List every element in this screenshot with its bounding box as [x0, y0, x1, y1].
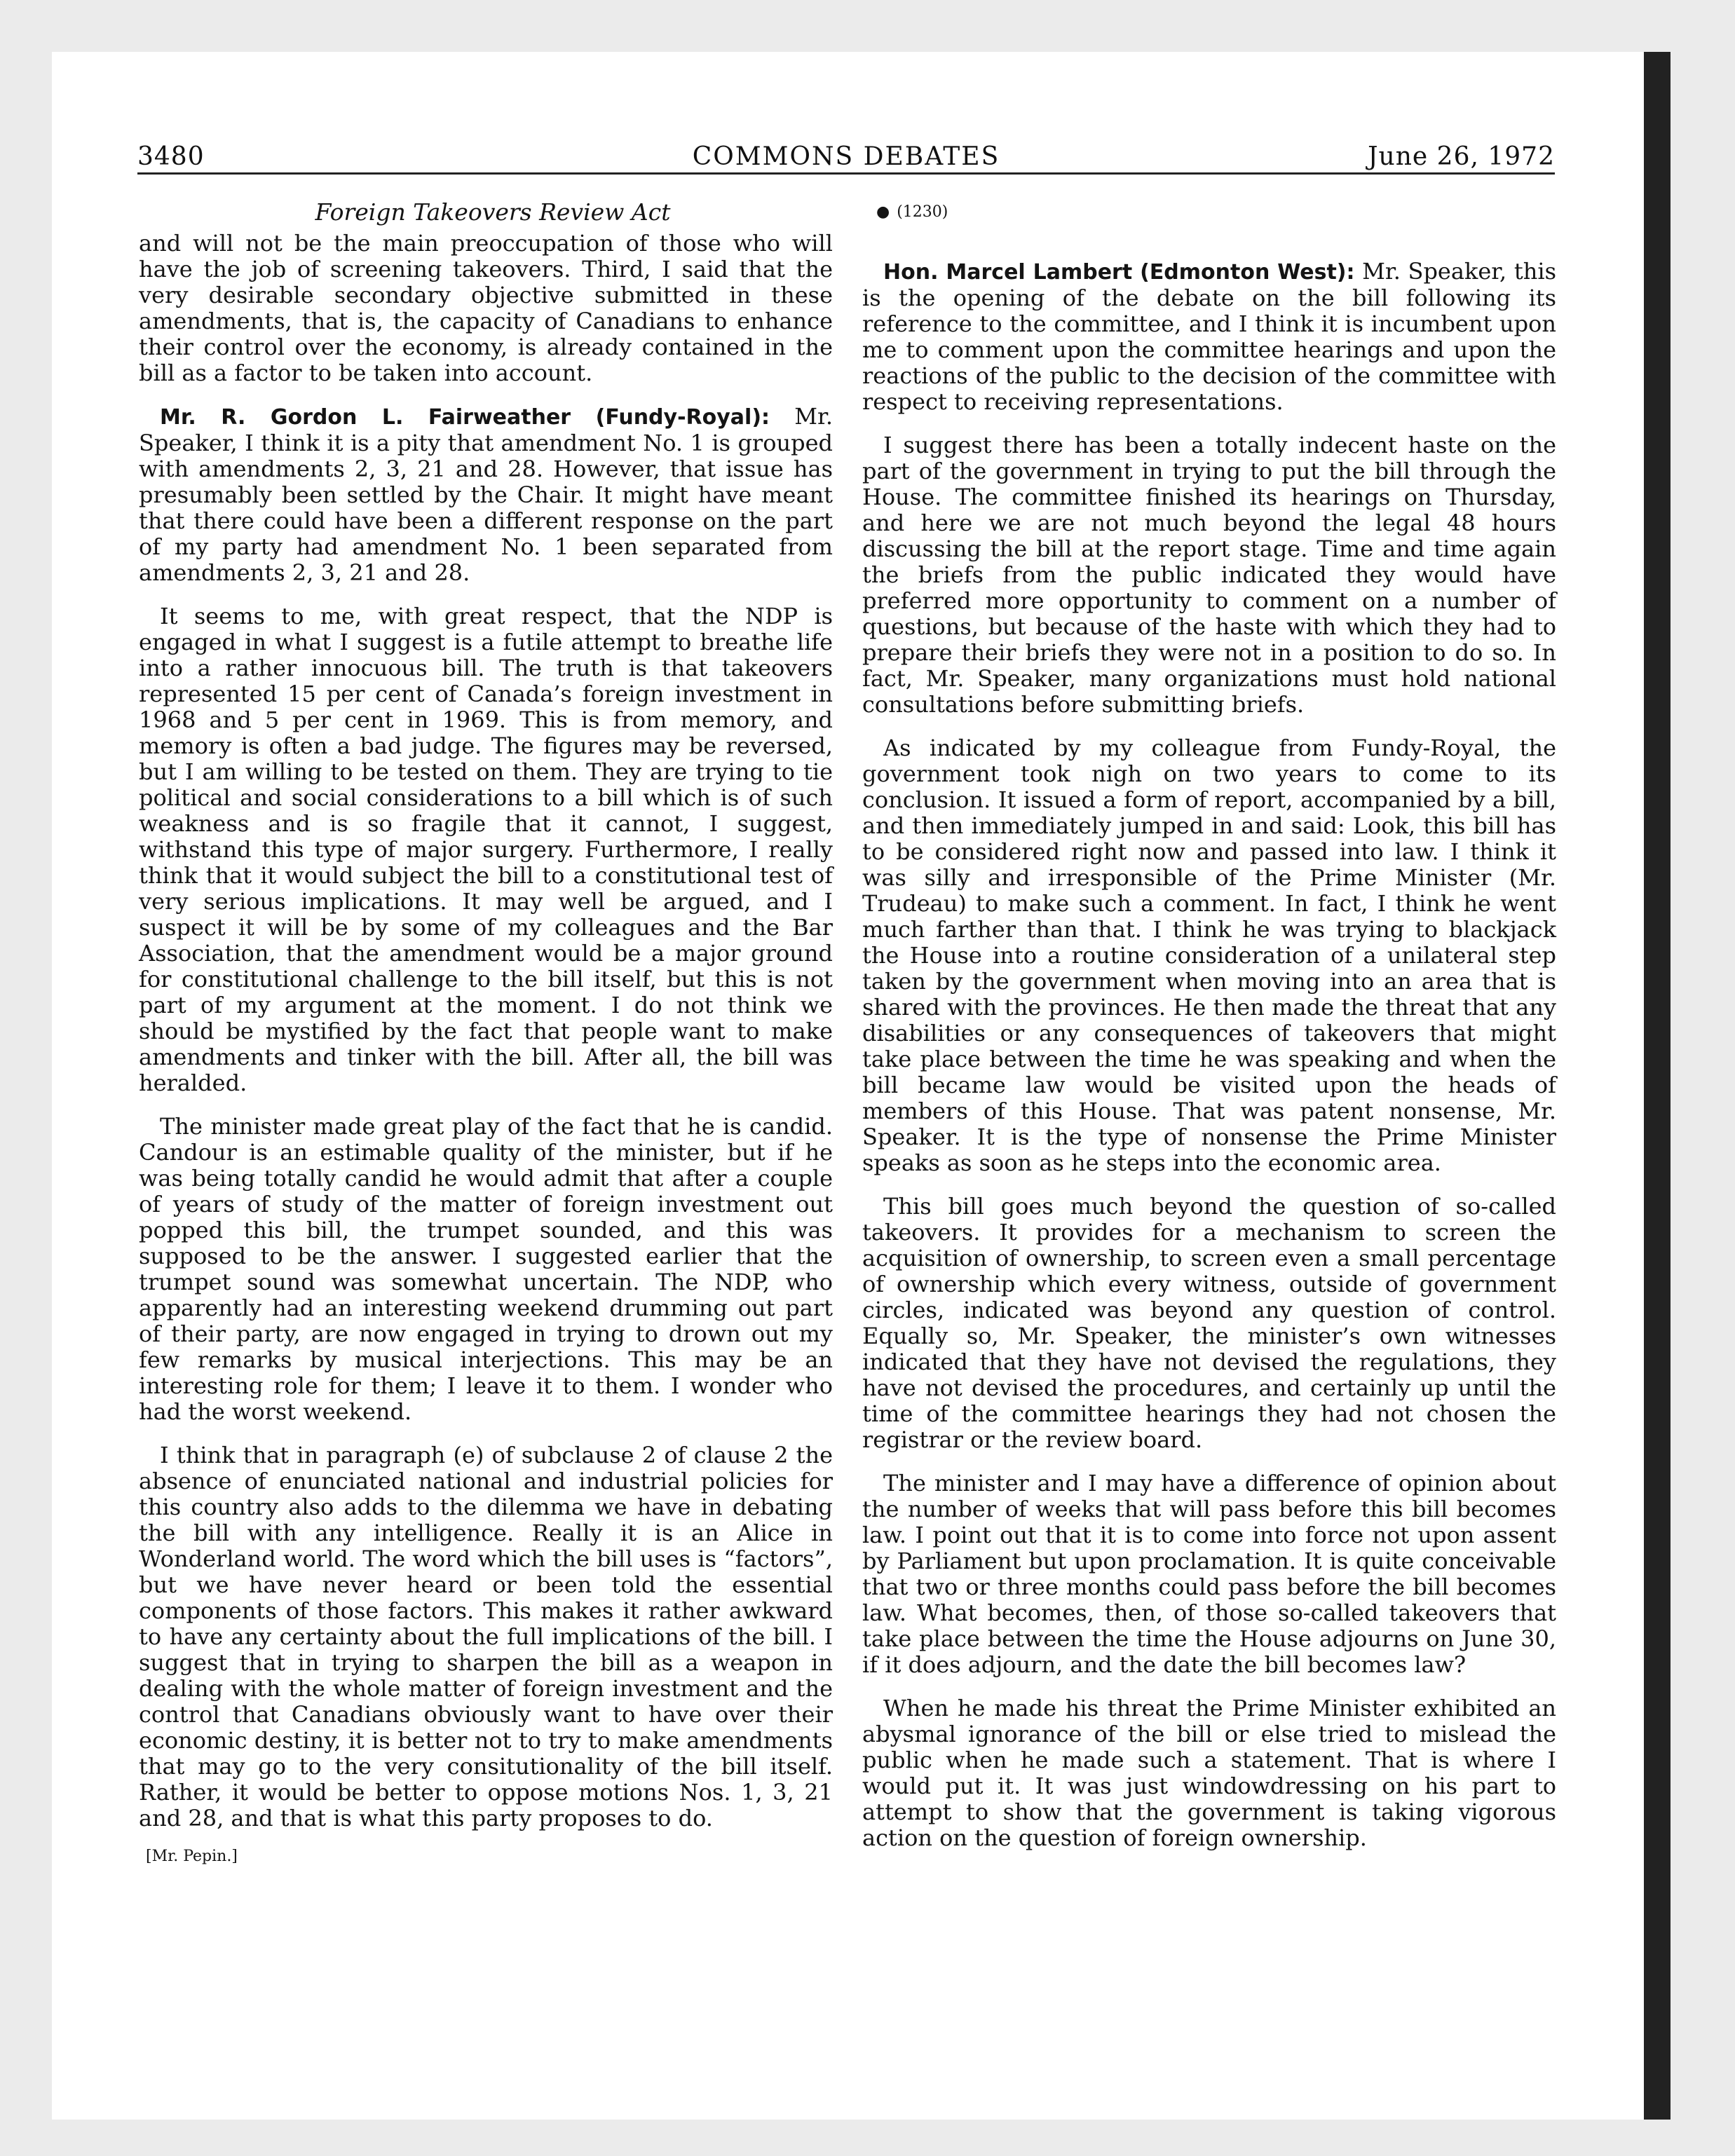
paragraph: As indicated by my colleague from Fundy-Royal, the government took nigh on two years to come to its conclusion. It issued a form of report, accompanied by a bill, and then immediately jumped in and said: Look, this bill has to be considered right now and passed into law. I think it was silly and irresponsible of the Prime Minister (Mr. Trudeau) to make such a comment. In fact, I think he went much farther than that. I think he was trying to blackjack the House into a routine consideration of a unilateral step taken by the government when moving into an area that is shared with the provinces. He then made the threat that any disabilities or any consequences of takeovers that might take place between the time he was speaking and when the bill became law would be visited upon the heads of members of this House. That was patent nonsense, Mr. Speaker. It is the type of nonsense the Prime Minister speaks as soon as he steps into the economic area. [862, 735, 1556, 1176]
paragraph [139, 404, 833, 586]
publication-title: COMMONS DEBATES [692, 142, 1000, 171]
right-column [862, 199, 1556, 1869]
speech-text: Mr. Speaker, I think it is a pity that amendment No. 1 is grouped with amendments 2, 3, 21 and 28. However, that issue has presumably been settled by the Chair. It might have meant that there could have been a different response on the part of my party had amendment No. 1 been separated from amendments 2, 3, 21 and 28. [139, 403, 833, 586]
paragraph: I think that in paragraph (e) of subclause 2 of clause 2 the absence of enunciated national and industrial policies for this country also adds to the dilemma we have in debating the bill with any intelligence. Really it is an Alice in Wonderland world. The word which the bill uses is “factors”, but we have never heard or been told the essential components of those factors. This makes it rather awkward to have any certainty about the full implications of the bill. I suggest that in trying to sharpen the bill as a weapon in dealing with the whole matter of foreign investment and the control that Canadians obviously want to have over their economic destiny, it is better not to try to make amendments that may go to the very consitutionality of the bill itself. Rather, it would be better to oppose motions Nos. 1, 3, 21 and 28, and that is what this party proposes to do. [139, 1442, 833, 1831]
publication-date: June 26, 1972 [1368, 142, 1555, 171]
page-number: 3480 [137, 142, 205, 171]
speech-text: Mr. Speaker, this is the opening of the debate on the bill following its reference to the committee, and I think it is incumbent upon me to comment upon the committee hearings and upon the reactions of the public to the decision of the committee with respect to receiving representations. [862, 258, 1556, 415]
paragraph [862, 259, 1556, 415]
paragraph: It seems to me, with great respect, that the NDP is engaged in what I suggest is a futile attempt to breathe life into a rather innocuous bill. The truth is that takeovers represented 15 per cent of Canada’s foreign investment in 1968 and 5 per cent in 1969. This is from memory, and memory is often a bad judge. The figures may be reversed, but I am willing to be tested on them. They are trying to tie political and social considerations to a bill which is of such weakness and is so fragile that it cannot, I suggest, withstand this type of major surgery. Furthermore, I really think that it would subject the bill to a constitutional test of very serious implications. It may well be argued, and I suspect it will be by some of my colleagues and the Bar Association, that the amendment would be a major ground for constitutional challenge to the bill itself, but this is not part of my argument at the moment. I do not think we should be mystified by the fact that people want to make amendments and tinker with the bill. After all, the bill was heralded. [139, 603, 833, 1096]
scan-edge-bar [1644, 52, 1671, 2120]
speaker-name: Hon. Marcel Lambert (Edmonton West): [883, 260, 1355, 285]
paragraph: When he made his threat the Prime Minister exhibited an abysmal ignorance of the bill or else tried to mislead the public when he made such a statement. That is where I would put it. It was just windowdressing on his part to attempt to show that the government is taking vigorous action on the question of foreign ownership. [862, 1695, 1556, 1851]
speaker-name: Mr. R. Gordon L. Fairweather (Fundy-Royal): [160, 405, 770, 430]
paragraph: The minister made great play of the fact that he is candid. Candour is an estimable quality of the minister, but if he was being totally candid he would admit that after a couple of years of study of the matter of foreign investment out popped this bill, the trumpet sounded, and this was supposed to be the answer. I suggested earlier that the trumpet sound was somewhat uncertain. The NDP, who apparently had an interesting weekend drumming out part of their party, are now engaged in trying to drown out my few remarks by musical interjections. This may be an interesting role for them; I leave it to them. I wonder who had the worst weekend. [139, 1113, 833, 1425]
bullet-icon: ● [876, 203, 890, 221]
page-header [137, 142, 1555, 175]
speaker-footnote: [Mr. Pepin.] [146, 1848, 238, 1865]
paragraph: I suggest there has been a totally indecent haste on the part of the government in trying to put the bill through the House. The committee finished its hearings on Thursday, and here we are not much beyond the legal 48 hours discussing the bill at the report stage. Time and time again the briefs from the public indicated they would have preferred more opportunity to comment on a number of questions, but because of the haste with which they had to prepare their briefs they were not in a position to do so. In fact, Mr. Speaker, many organizations must hold national consultations before submitting briefs. [862, 432, 1556, 718]
paragraph: The minister and I may have a difference of opinion about the number of weeks that will pass before this bill becomes law. I point out that it is to come into force not upon assent by Parliament but upon proclamation. It is quite conceivable that two or three months could pass before the bill becomes law. What becomes, then, of those so-called takeovers that take place between the time the House adjourns on June 30, if it does adjourn, and the date the bill becomes law? [862, 1470, 1556, 1678]
timestamp-marker [862, 199, 1556, 225]
left-column [139, 199, 833, 1869]
timestamp: (1230) [897, 203, 948, 221]
running-head: Foreign Takeovers Review Act [315, 198, 671, 226]
paragraph: This bill goes much beyond the question of so-called takeovers. It provides for a mechanism to screen the acquisition of ownership, to screen even a small percentage of ownership which every witness, outside of government circles, indicated was beyond any question of control. Equally so, Mr. Speaker, the minister’s own witnesses indicated that they have not devised the regulations, they have not devised the procedures, and certainly up until the time of the committee hearings they had not chosen the registrar or the review board. [862, 1193, 1556, 1453]
paragraph: and will not be the main preoccupation of those who will have the job of screening takeovers. Third, I said that the very desirable secondary objective submitted in these amendments, that is, the capacity of Canadians to enhance their control over the economy, is already contained in the bill as a factor to be taken into account. [139, 230, 833, 386]
